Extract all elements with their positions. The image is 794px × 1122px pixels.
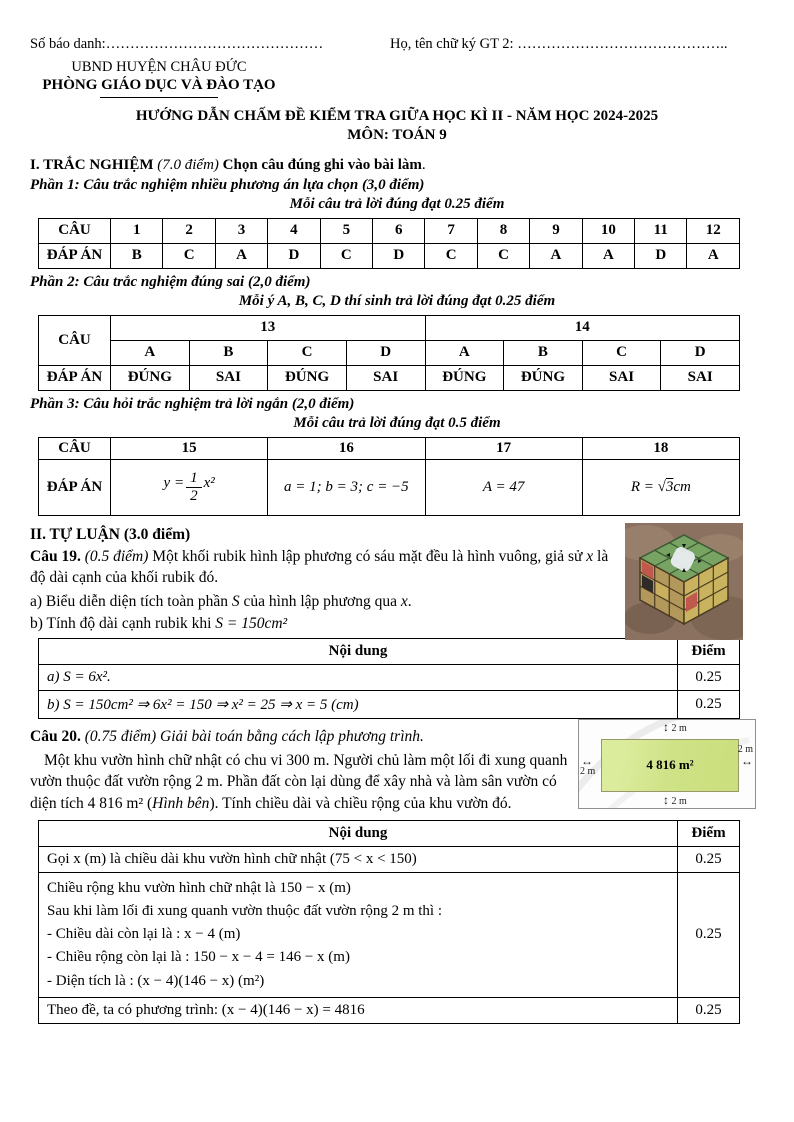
- q-number: 13: [111, 315, 426, 340]
- q-number: 10: [582, 218, 634, 243]
- answer-cell: SAI: [346, 365, 425, 390]
- fraction: $\frac{1}{2}$: [186, 470, 202, 504]
- q-number: 2: [163, 218, 215, 243]
- q-number: 15: [111, 437, 268, 459]
- subitem: D: [661, 340, 740, 365]
- part3-answer-table: [38, 437, 740, 516]
- q19-item-b: b) Tính độ dài cạnh rubik khi S = 150cm²: [30, 614, 288, 632]
- answer-cell: D: [373, 243, 425, 268]
- row-header: CÂU: [39, 315, 111, 365]
- solution-step: b) S = 150cm² ⇒ 6x² = 150 ⇒ x² = 25 ⇒ x = 5 (cm): [39, 690, 678, 718]
- answer-cell: ĐÚNG: [268, 365, 347, 390]
- points-cell: 0.25: [678, 846, 740, 872]
- table-row: [39, 820, 740, 846]
- q-number: 4: [268, 218, 320, 243]
- answer-cell: A: [582, 243, 634, 268]
- solution-step: Gọi x (m) là chiều dài khu vườn hình chữ nhật (75 < x < 150): [39, 846, 678, 872]
- column-header-content: Nội dung: [39, 820, 678, 846]
- q-number: 8: [477, 218, 529, 243]
- answer-cell: D: [635, 243, 687, 268]
- table-row: [39, 437, 740, 459]
- formula: S = 150cm²: [215, 614, 288, 632]
- part1-note: Mỗi câu trả lời đúng đạt 0.25 điểm: [289, 195, 505, 212]
- q-number: 18: [582, 437, 739, 459]
- part1-heading: Phần 1: Câu trắc nghiệm nhiều phương án lựa chọn (3,0 điểm): [30, 176, 425, 193]
- solution-step: Theo đề, ta có phương trình: (x − 4)(146 − x) = 4816: [39, 997, 678, 1023]
- table-row: [39, 872, 740, 997]
- q-number: 9: [530, 218, 582, 243]
- q-number: 17: [425, 437, 582, 459]
- margin-bottom-label: ↕ 2 m: [663, 792, 687, 807]
- row-header: ĐÁP ÁN: [39, 459, 111, 515]
- answer-cell: C: [320, 243, 372, 268]
- table-row: [39, 997, 740, 1023]
- table-row: [39, 315, 740, 340]
- q19-statement: Câu 19. (0.5 điểm) Một khối rubik hình lập phương có sáu mặt đều là hình vuông, giả sử x là độ dài cạnh của khối rubik đó.: [30, 547, 609, 587]
- solution-step-multiline: Chiều rộng khu vườn hình chữ nhật là 150 − x (m) Sau khi làm lối đi xung quanh vườn thuộc đất vườn rộng 2 m thì : - Chiều dài còn lại là : x − 4 (m) - Chiều rộng còn lại là : 150 − x − 4 = 146 − x (m) - Diện tích là : (x − 4)(146 − x) (m²): [39, 872, 678, 997]
- answer-cell: B: [111, 243, 163, 268]
- answer-cell: C: [163, 243, 215, 268]
- subitem: C: [268, 340, 347, 365]
- part2-answer-table: [38, 315, 740, 391]
- column-header-content: Nội dung: [39, 638, 678, 664]
- answer-q16: a = 1; b = 3; c = −5: [268, 459, 425, 515]
- answer-cell: C: [477, 243, 529, 268]
- part3-note: Mỗi câu trả lời đúng đạt 0.5 điểm: [293, 414, 501, 431]
- garden-area-label: 4 816 m²: [646, 757, 694, 773]
- garden-figure: [578, 719, 756, 809]
- answer-q17: A = 47: [425, 459, 582, 515]
- part1-answer-table: [38, 218, 740, 269]
- column-header-points: Điểm: [678, 638, 740, 664]
- agency-divider: [100, 97, 218, 98]
- q20-heading: Câu 20. (0.75 điểm) Giải bài toán bằng cách lập phương trình.: [30, 727, 424, 745]
- proctor-signature-label: Họ, tên chữ ký GT 2: ……………………………………..: [390, 36, 728, 52]
- part2-heading: Phần 2: Câu trắc nghiệm đúng sai (2,0 điểm): [30, 273, 311, 290]
- margin-left-label: 2 m: [580, 765, 596, 777]
- answer-cell: SAI: [189, 365, 268, 390]
- vertical-arrow-icon: ↕: [663, 719, 669, 734]
- margin-right-label: 2 m: [737, 743, 753, 755]
- q20-solution-table: [38, 820, 740, 1024]
- answer-cell: A: [215, 243, 267, 268]
- table-row: [39, 664, 740, 690]
- answer-cell: ĐÚNG: [111, 365, 190, 390]
- answer-cell: ĐÚNG: [425, 365, 504, 390]
- candidate-number-label: Số báo danh:………………………………………: [30, 36, 324, 52]
- answer-cell: SAI: [582, 365, 661, 390]
- part3-heading: Phần 3: Câu hỏi trắc nghiệm trả lời ngắn (2,0 điểm): [30, 395, 355, 412]
- vertical-arrow-icon: ↕: [663, 792, 669, 807]
- q-number: 1: [111, 218, 163, 243]
- answer-cell: SAI: [661, 365, 740, 390]
- q19-solution-table: [38, 638, 740, 719]
- answer-cell: ĐÚNG: [504, 365, 583, 390]
- subitem: A: [425, 340, 504, 365]
- q-number: 11: [635, 218, 687, 243]
- row-header: ĐÁP ÁN: [39, 243, 111, 268]
- table-row: [39, 243, 740, 268]
- part2-note: Mỗi ý A, B, C, D thí sinh trả lời đúng đạt 0.25 điểm: [238, 292, 556, 309]
- section2-heading: II. TỰ LUẬN (3.0 điểm): [30, 525, 191, 543]
- q-number: 7: [425, 218, 477, 243]
- margin-top-label: ↕ 2 m: [663, 719, 687, 734]
- q-number: 3: [215, 218, 267, 243]
- solution-step: a) S = 6x².: [39, 664, 678, 690]
- answer-cell: A: [530, 243, 582, 268]
- q-number: 12: [687, 218, 740, 243]
- q-number: 16: [268, 437, 425, 459]
- subitem: A: [111, 340, 190, 365]
- points-cell: 0.25: [678, 872, 740, 997]
- answer-q15: y = $\frac{1}{2}$ x²: [111, 459, 268, 515]
- q-number: 6: [373, 218, 425, 243]
- points-cell: 0.25: [678, 997, 740, 1023]
- table-row: [39, 638, 740, 664]
- subitem: C: [582, 340, 661, 365]
- table-row: [39, 459, 740, 515]
- answer-cell: C: [425, 243, 477, 268]
- answer-cell: D: [268, 243, 320, 268]
- agency-district: UBND HUYỆN CHÂU ĐỨC: [71, 59, 247, 75]
- q-number: 5: [320, 218, 372, 243]
- subitem: B: [504, 340, 583, 365]
- row-header: CÂU: [39, 437, 111, 459]
- subitem: B: [189, 340, 268, 365]
- table-row: [39, 846, 740, 872]
- points-cell: 0.25: [678, 690, 740, 718]
- points-cell: 0.25: [678, 664, 740, 690]
- title-line1: HƯỚNG DẪN CHẤM ĐỀ KIỂM TRA GIỮA HỌC KÌ II - NĂM HỌC 2024-2025: [135, 108, 659, 124]
- column-header-points: Điểm: [678, 820, 740, 846]
- title-line2: MÔN: TOÁN 9: [347, 126, 447, 143]
- q20-statement: Một khu vườn hình chữ nhật có chu vi 300 m. Người chủ làm một lối đi xung quanh vườn thuộc đất vườn rộng 2 m. Phần đất còn lại dùng để xây nhà và làm sân vườn có diện tích 4 816 m² (Hình bên). Tính chiều dài và chiều rộng của khu vườn đó.: [30, 751, 568, 812]
- q20-block: [30, 719, 764, 1024]
- q-number: 14: [425, 315, 740, 340]
- q19-item-a: a) Biểu diễn diện tích toàn phần S của hình lập phương qua x.: [30, 592, 412, 610]
- table-row: [39, 690, 740, 718]
- table-row: [39, 365, 740, 390]
- agency-department: PHÒNG GIÁO DỤC VÀ ĐÀO TẠO: [42, 77, 276, 93]
- horizontal-arrow-icon: ↔: [741, 753, 753, 768]
- answer-q18: R = √3cm: [582, 459, 739, 515]
- radical-sign: √: [657, 478, 666, 495]
- horizontal-arrow-icon: ↔: [581, 753, 593, 768]
- candidate-id-line: [30, 36, 764, 53]
- section1-heading: I. TRẮC NGHIỆM (7.0 điểm) Chọn câu đúng ghi vào bài làm.: [30, 156, 426, 173]
- table-row: [39, 340, 740, 365]
- row-header: ĐÁP ÁN: [39, 365, 111, 390]
- subitem: D: [346, 340, 425, 365]
- garden-inner-area: [601, 739, 739, 792]
- answer-cell: A: [687, 243, 740, 268]
- agency-block: [30, 59, 288, 98]
- rubik-cube-photo: [625, 523, 743, 640]
- row-header: CÂU: [39, 218, 111, 243]
- document-title: [30, 107, 764, 145]
- section2: [30, 526, 764, 1024]
- table-row: [39, 218, 740, 243]
